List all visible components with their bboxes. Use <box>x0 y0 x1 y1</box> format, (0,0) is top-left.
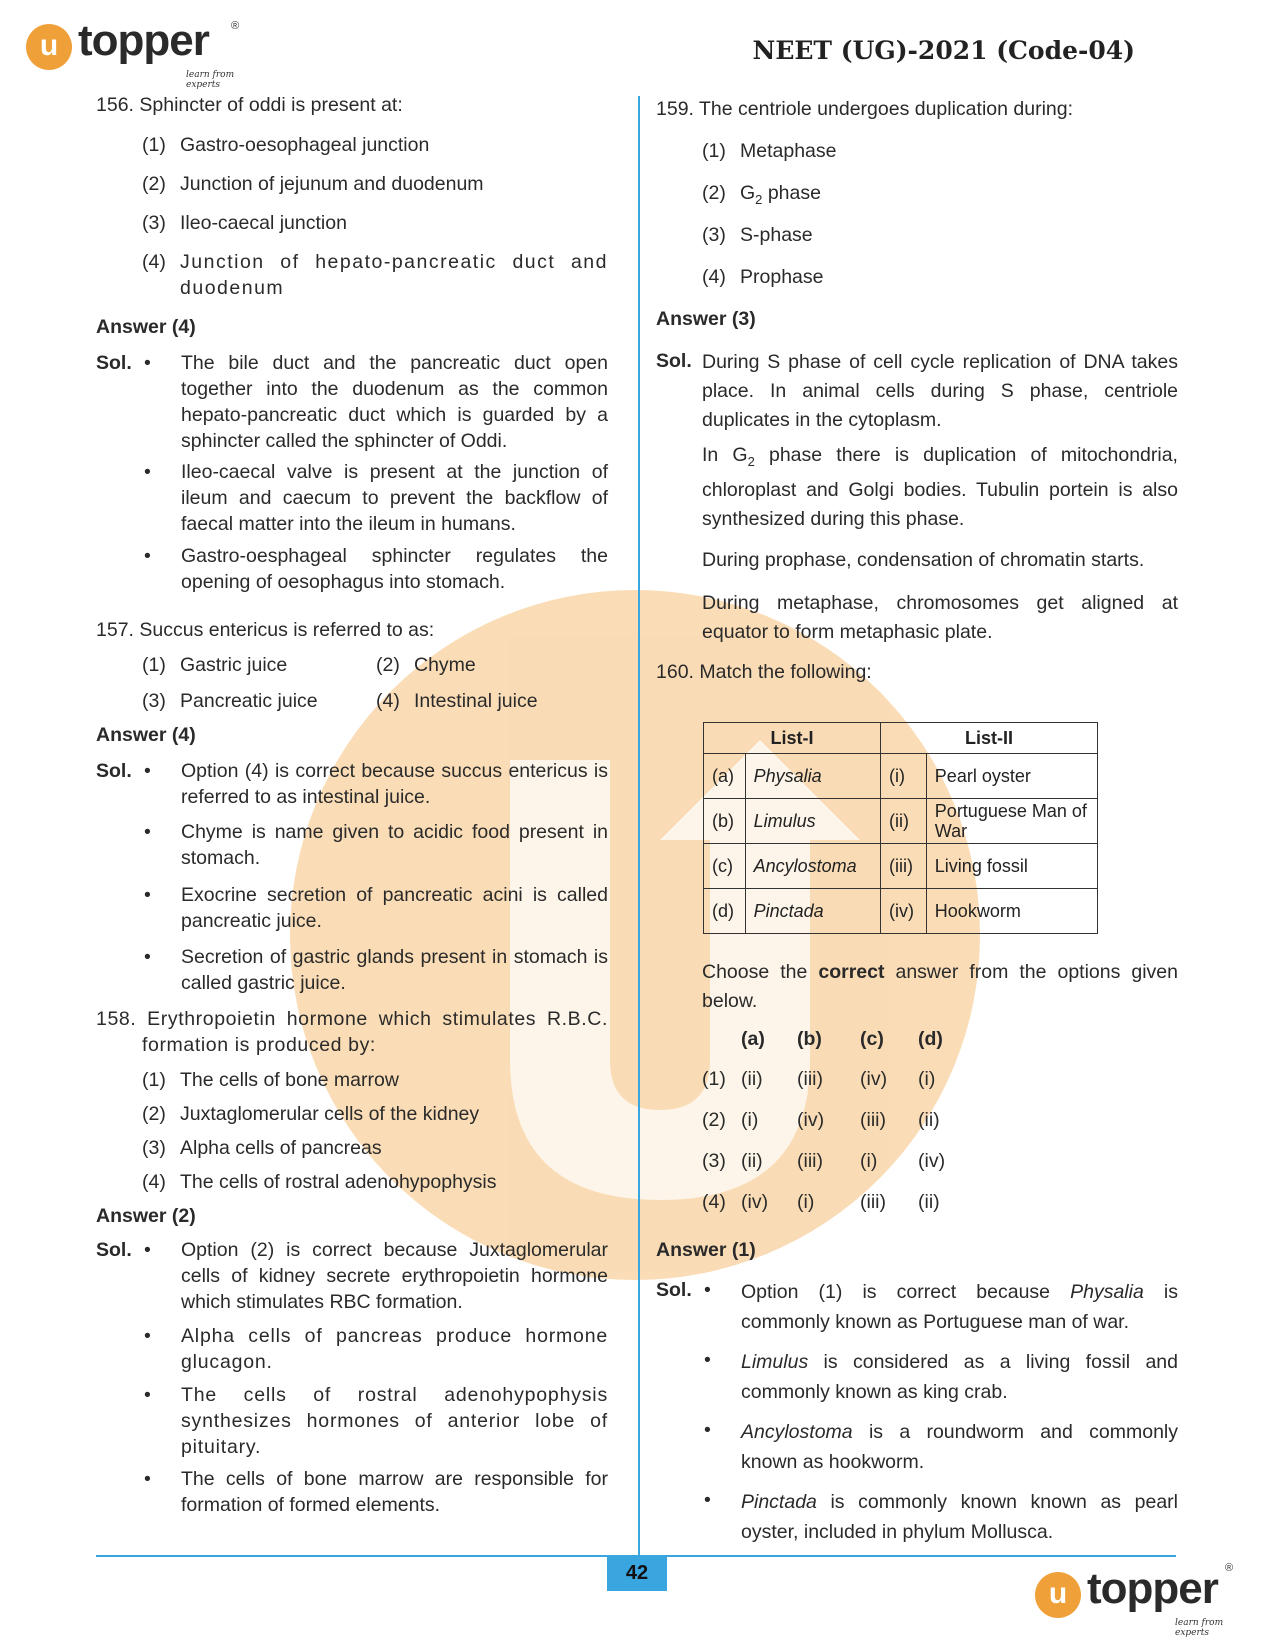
q156-option-4: (4) Junction of hepato-pancreatic duct and duodenum <box>142 251 608 299</box>
opt-head-c: (c) <box>860 1028 884 1050</box>
column-divider <box>638 96 640 1576</box>
row-label: (i) <box>881 754 927 799</box>
q160-option-4-c: (iii) <box>860 1191 886 1213</box>
q158-option-2: (2) Juxtaglomerular cells of the kidney <box>142 1103 480 1125</box>
q160-option-2-b: (iv) <box>797 1109 825 1131</box>
q160-option-1-a: (ii) <box>741 1068 763 1090</box>
topper-logo <box>26 16 246 90</box>
q160-sol-point-4: Pinctada is commonly known known as pearl oyster, included in phylum Mollusca. <box>741 1491 1178 1543</box>
opt-head-b: (b) <box>797 1028 822 1050</box>
bullet: • <box>144 884 151 906</box>
q157-sol-label: Sol. <box>96 760 132 782</box>
q157-option-4: (4) Intestinal juice <box>376 690 538 712</box>
logo-tagline: learn from experts <box>1175 1618 1224 1638</box>
q160-option-3-a: (ii) <box>741 1150 763 1172</box>
q158-sol-point-1: Option (2) is correct because Juxtaglomerular cells of kidney secrete erythropoietin hormone which stimulates RBC formation. <box>181 1239 608 1313</box>
question-156: 156. Sphincter of oddi is present at: <box>96 94 403 116</box>
question-159: 159. The centriole undergoes duplication during: <box>656 98 1074 120</box>
table-header-list2: List-II <box>881 723 1098 754</box>
match-table <box>703 722 1098 934</box>
q160-option-4-b: (i) <box>797 1191 815 1213</box>
q160-option-1-num: (1) <box>702 1068 726 1090</box>
q158-sol-point-2: Alpha cells of pancreas produce hormone glucagon. <box>181 1325 608 1373</box>
table-header-list1: List-I <box>704 723 881 754</box>
q159-sol-para-4: During metaphase, chromosomes get aligned at equator to form metaphasic plate. <box>702 592 1178 643</box>
q156-sol-label: Sol. <box>96 352 132 374</box>
table-row <box>704 799 1098 844</box>
row-label: (a) <box>704 754 746 799</box>
q158-sol-point-3: The cells of rostral adenohypophysis synthesizes hormones of anterior lobe of pituitary. <box>181 1384 608 1458</box>
bullet: • <box>704 1279 711 1301</box>
list1-item: Physalia <box>745 754 880 799</box>
bullet: • <box>144 760 151 782</box>
q160-option-2-a: (i) <box>741 1109 759 1131</box>
question-157: 157. Succus entericus is referred to as: <box>96 619 435 641</box>
q160-option-2-c: (iii) <box>860 1109 886 1131</box>
q158-answer: Answer (2) <box>96 1205 196 1227</box>
q159-sol-para-3: During prophase, condensation of chromatin starts. <box>702 549 1145 571</box>
q156-answer: Answer (4) <box>96 316 196 338</box>
exam-title: NEET (UG)-2021 (Code-04) <box>752 36 1135 65</box>
q157-option-1: (1) Gastric juice <box>142 654 288 676</box>
q157-sol-point-3: Exocrine secretion of pancreatic acini is called pancreatic juice. <box>181 884 608 932</box>
list2-item: Living fossil <box>926 844 1097 889</box>
logo-tagline: learn from experts <box>186 70 235 90</box>
q159-sol-para-1: During S phase of cell cycle replication of DNA takes place. In animal cells during S phase, centriole duplicates in the cytoplasm. <box>702 351 1178 431</box>
list2-item: Pearl oyster <box>926 754 1097 799</box>
q160-option-3-b: (iii) <box>797 1150 823 1172</box>
bullet: • <box>144 1468 151 1490</box>
q156-sol-point-3: Gastro-oesphageal sphincter regulates the opening of oesophagus into stomach. <box>181 545 608 593</box>
q160-option-3-num: (3) <box>702 1150 726 1172</box>
logo-text: topper <box>78 16 209 65</box>
opt-head-a: (a) <box>741 1028 765 1050</box>
bullet: • <box>704 1489 711 1511</box>
q160-option-1-d: (i) <box>918 1068 936 1090</box>
logo-registered: ® <box>231 20 240 32</box>
q158-option-1: (1) The cells of bone marrow <box>142 1069 399 1091</box>
q160-option-3-d: (iv) <box>918 1150 946 1172</box>
logo-text: topper <box>1087 1564 1218 1613</box>
q157-sol-point-2: Chyme is name given to acidic food present in stomach. <box>181 821 608 869</box>
q160-option-2-d: (ii) <box>918 1109 940 1131</box>
q157-sol-point-4: Secretion of gastric glands present in stomach is called gastric juice. <box>181 946 608 994</box>
q160-option-4-num: (4) <box>702 1191 726 1213</box>
list1-item: Pinctada <box>745 889 880 934</box>
table-row <box>704 889 1098 934</box>
list2-item: Hookworm <box>926 889 1097 934</box>
q156-sol-point-2: Ileo-caecal valve is present at the junction of ileum and caecum to prevent the backflow of faecal matter into the ileum in humans. <box>181 461 608 535</box>
q159-option-4: (4) Prophase <box>702 266 824 288</box>
bullet: • <box>144 946 151 968</box>
list2-item: Portuguese Man of War <box>926 799 1097 844</box>
row-label: (c) <box>704 844 746 889</box>
table-row <box>704 844 1098 889</box>
q159-option-2: (2) $G_2$ phase <box>702 182 821 207</box>
q160-option-2-num: (2) <box>702 1109 726 1131</box>
q159-option-3: (3) S-phase <box>702 224 813 246</box>
bullet: • <box>144 1325 151 1347</box>
bullet: • <box>144 352 151 374</box>
bullet: • <box>704 1349 711 1371</box>
q159-sol-label: Sol. <box>656 350 692 372</box>
q158-sol-label: Sol. <box>96 1239 132 1261</box>
q158-option-4: (4) The cells of rostral adenohypophysis <box>142 1171 497 1193</box>
bullet: • <box>144 461 151 483</box>
q160-instruction: Choose the correct answer from the options given below. <box>702 961 1178 1012</box>
row-label: (iii) <box>881 844 927 889</box>
row-label: (iv) <box>881 889 927 934</box>
logo-registered: ® <box>1225 1562 1234 1574</box>
question-158: 158. Erythropoietin hormone which stimulates R.B.C. formation is produced by: <box>96 1008 608 1056</box>
logo-u-icon: u <box>1035 1572 1081 1618</box>
list1-item: Ancylostoma <box>745 844 880 889</box>
q160-sol-label: Sol. <box>656 1279 692 1301</box>
q159-option-1: (1) Metaphase <box>702 140 837 162</box>
bullet: • <box>144 545 151 567</box>
q156-sol-point-1: The bile duct and the pancreatic duct open together into the duodenum as the common hepato-pancreatic duct which is guarded by a sphincter called the sphincter of Oddi. <box>181 352 608 452</box>
q160-option-3-c: (i) <box>860 1150 878 1172</box>
q160-option-4-a: (iv) <box>741 1191 769 1213</box>
page-number: 42 <box>607 1555 667 1591</box>
bullet: • <box>144 821 151 843</box>
q159-answer: Answer (3) <box>656 308 756 330</box>
opt-head-d: (d) <box>918 1028 943 1050</box>
bullet: • <box>704 1419 711 1441</box>
q160-option-4-d: (ii) <box>918 1191 940 1213</box>
q157-sol-point-1: Option (4) is correct because succus entericus is referred to as intestinal juice. <box>181 760 608 808</box>
q158-sol-point-4: The cells of bone marrow are responsible for formation of formed elements. <box>181 1468 608 1516</box>
question-160: 160. Match the following: <box>656 661 872 683</box>
row-label: (d) <box>704 889 746 934</box>
list1-item: Limulus <box>745 799 880 844</box>
logo-u-icon: u <box>26 24 72 70</box>
row-label: (ii) <box>881 799 927 844</box>
q160-sol-point-2: Limulus is considered as a living fossil and commonly known as king crab. <box>741 1351 1178 1403</box>
q157-option-2: (2) Chyme <box>376 654 476 676</box>
q159-sol-para-2: In $G_2$ phase there is duplication of mitochondria, chloroplast and Golgi bodies. Tubulin portein is also synthesized during this phase. <box>702 444 1178 530</box>
q156-option-3: (3) Ileo-caecal junction <box>142 212 347 234</box>
bullet: • <box>144 1239 151 1261</box>
q158-option-3: (3) Alpha cells of pancreas <box>142 1137 382 1159</box>
footer-topper-logo <box>1035 1562 1255 1638</box>
q156-option-2: (2) Junction of jejunum and duodenum <box>142 173 484 195</box>
q160-option-1-c: (iv) <box>860 1068 888 1090</box>
row-label: (b) <box>704 799 746 844</box>
q160-sol-point-1: Option (1) is correct because Physalia is commonly known as Portuguese man of war. <box>741 1281 1178 1333</box>
q156-option-1: (1) Gastro-oesophageal junction <box>142 134 430 156</box>
q157-option-3: (3) Pancreatic juice <box>142 690 318 712</box>
bullet: • <box>144 1384 151 1406</box>
q160-sol-point-3: Ancylostoma is a roundworm and commonly known as hookworm. <box>741 1421 1178 1473</box>
table-row <box>704 754 1098 799</box>
q157-answer: Answer (4) <box>96 724 196 746</box>
q160-answer: Answer (1) <box>656 1239 756 1261</box>
q160-option-1-b: (iii) <box>797 1068 823 1090</box>
